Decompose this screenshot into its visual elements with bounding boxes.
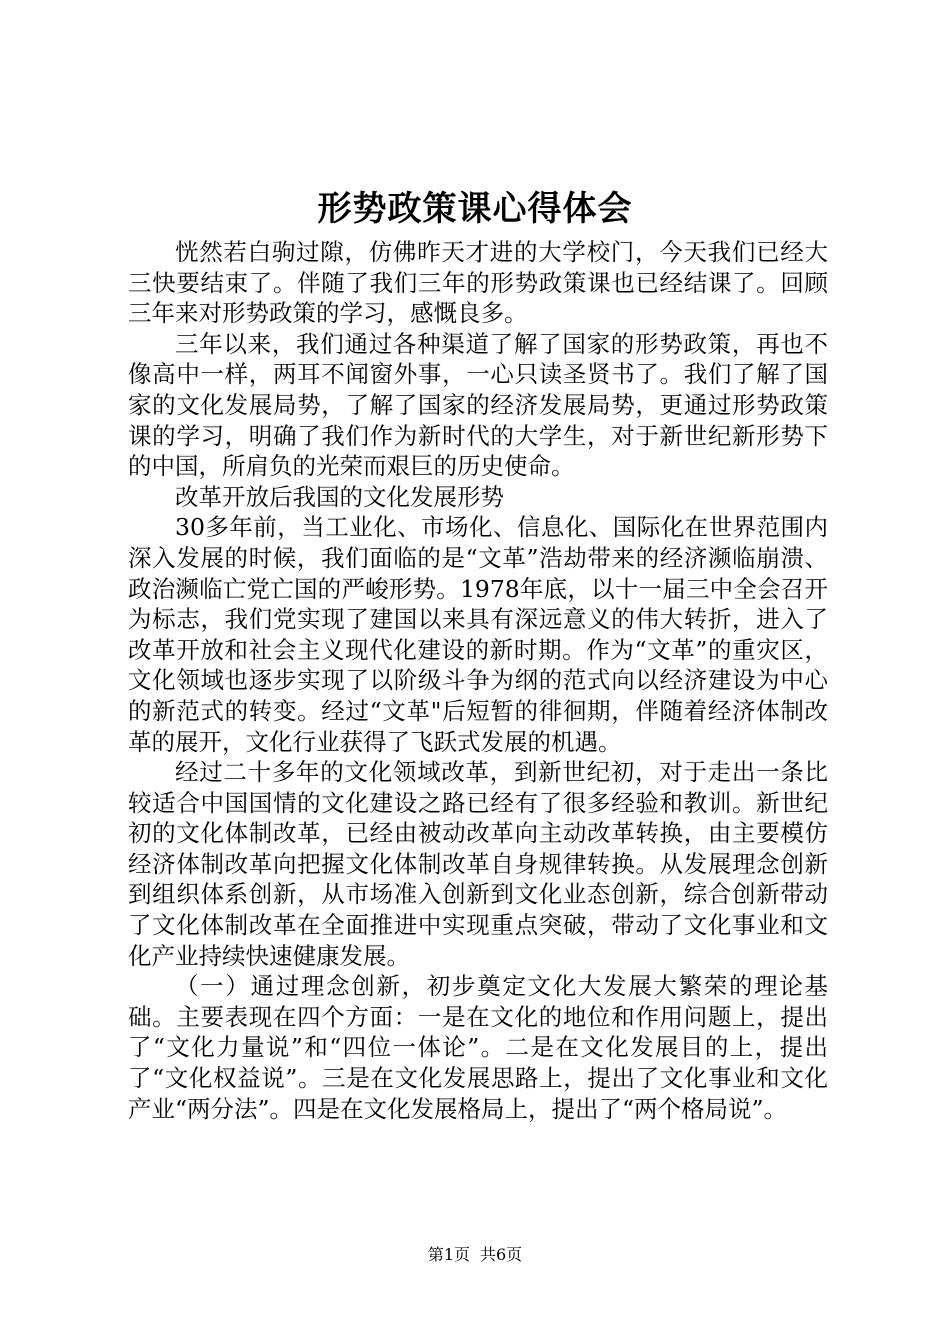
paragraph: 30多年前，当工业化、市场化、信息化、国际化在世界范围内深入发展的时候，我们面临的是“文革”浩劫带来的经济濒临崩溃、政治濒临亡党亡国的严峻形势。1978年底，以十一届三中全会召开为标志，我们党实现了建国以来具有深远意义的伟大转折，进入了改革开放和社会主义现代化建设的新时期。作为“文革”的重灾区，文化领域也逐步实现了以阶级斗争为纲的范式向以经济建设为中心的新范式的转变。经过“文革"后短暂的徘徊期，伴随着经济体制改革的展开，文化行业获得了飞跃式发展的机遇。 <box>128 513 828 756</box>
section-heading: 改革开放后我国的文化发展形势 <box>175 482 504 511</box>
document-title: 形势政策课心得体会 <box>317 189 633 229</box>
paragraph: （一）通过理念创新，初步奠定文化大发展大繁荣的理论基础。主要表现在四个方面：一是在文化的地位和作用问题上，提出了“文化力量说”和“四位一体论”。二是在文化发展目的上，提出了“文化权益说”。三是在文化发展思路上，提出了文化事业和文化产业“两分法”。四是在文化发展格局上，提出了“两个格局说”。 <box>128 972 828 1123</box>
page-footer <box>0 1245 950 1265</box>
page-total: 共6页 <box>480 1245 523 1264</box>
page-number: 第1页 <box>427 1245 470 1264</box>
paragraph: 经过二十多年的文化领域改革，到新世纪初，对于走出一条比较适合中国国情的文化建设之路已经有了很多经验和教训。新世纪初的文化体制改革，已经由被动改革向主动改革转换，由主要模仿经济体制改革向把握文化体制改革自身规律转换。从发展理念创新到组织体系创新，从市场准入创新到文化业态创新，综合创新带动了文化体制改革在全面推进中实现重点突破，带动了文化事业和文化产业持续快速健康发展。 <box>128 758 828 970</box>
paragraph: 三年以来，我们通过各种渠道了解了国家的形势政策，再也不像高中一样，两耳不闻窗外事，一心只读圣贤书了。我们了解了国家的文化发展局势，了解了国家的经济发展局势，更通过形势政策课的学习，明确了我们作为新时代的大学生，对于新世纪新形势下的中国，所肩负的光荣而艰巨的历史使命。 <box>128 329 828 481</box>
document-body <box>128 237 828 1124</box>
paragraph: 恍然若白驹过隙，仿佛昨天才进的大学校门，今天我们已经大三快要结束了。伴随了我们三年的形势政策课也已经结课了。回顾三年来对形势政策的学习，感慨良多。 <box>128 238 828 328</box>
